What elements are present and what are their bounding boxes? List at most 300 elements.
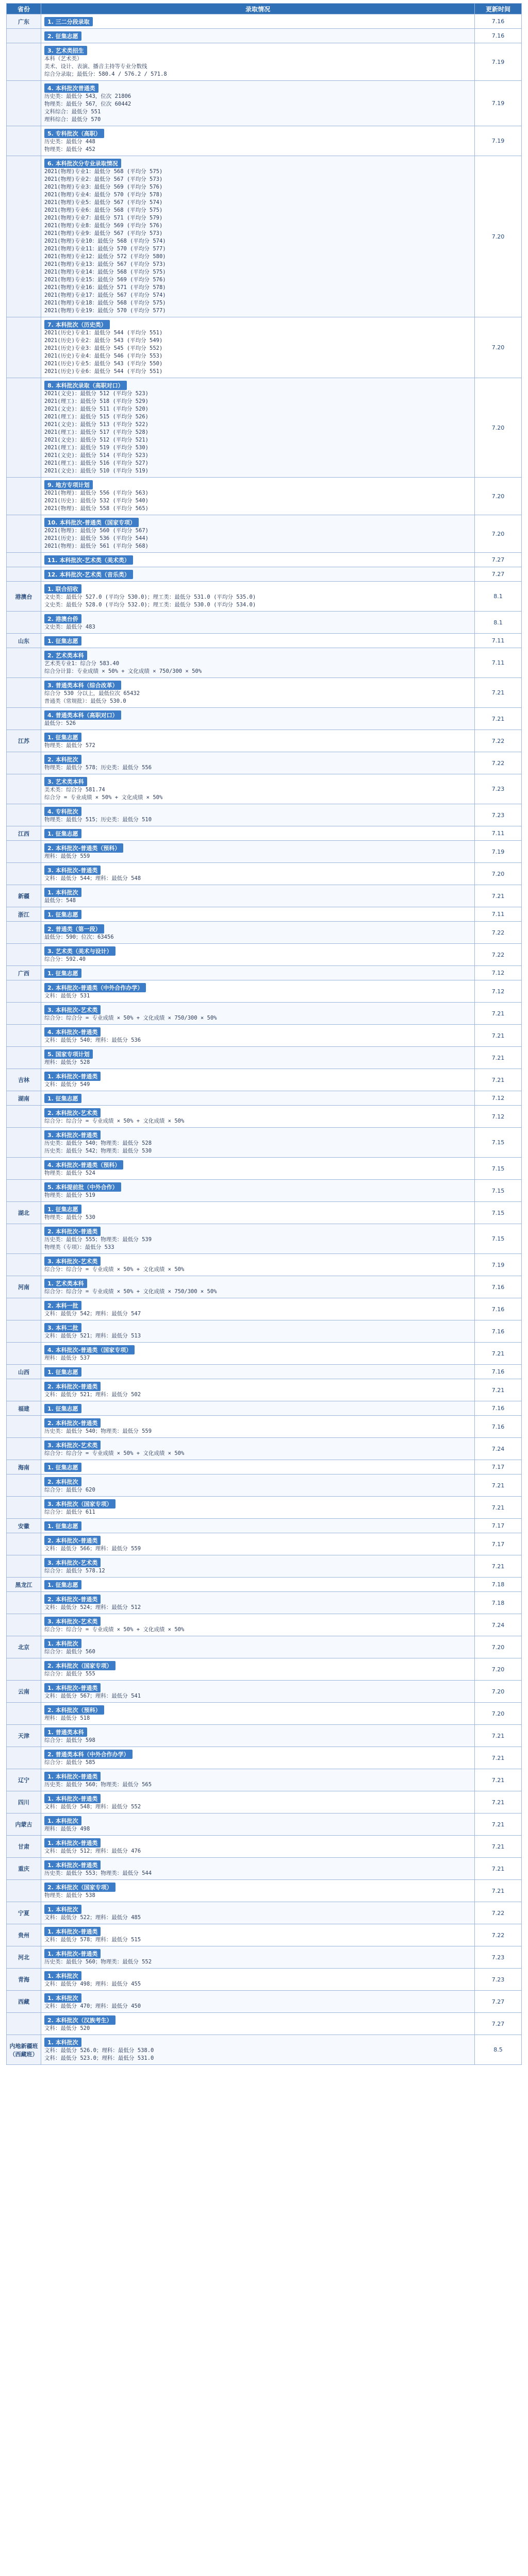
batch-tag: 1. 本科批次-普通类 <box>44 1927 101 1936</box>
batch-tag: 2. 艺术类本科 <box>44 651 87 660</box>
admission-info-cell <box>41 1091 475 1106</box>
admission-info-cell <box>41 678 475 708</box>
batch-tag: 5. 国家专项计划 <box>44 1049 93 1059</box>
table-row <box>7 826 522 841</box>
admission-line: 2021(物理)：最低分 561 (平均分 568) <box>44 543 148 549</box>
update-time-cell: 7.12 <box>475 1106 522 1128</box>
header-admission: 录取情况 <box>41 4 475 14</box>
admission-line: 最低分：548 <box>44 897 76 904</box>
admission-info-cell <box>41 980 475 1003</box>
province-cell <box>7 752 41 774</box>
update-time-cell: 7.19 <box>475 841 522 863</box>
admission-line: 2021(物理)：最低分 560 (平均分 567) <box>44 528 148 534</box>
admission-info-cell <box>41 1003 475 1025</box>
update-time-cell: 7.17 <box>475 1460 522 1475</box>
province-cell: 安徽 <box>7 1519 41 1533</box>
batch-tag: 3. 本科批次-艺术类 <box>44 1440 101 1450</box>
table-row <box>7 1519 522 1533</box>
admission-line: 美术类：综合分 581.74 <box>44 787 105 793</box>
batch-tag: 4. 本科批次-普通类 <box>44 1027 101 1037</box>
table-row <box>7 515 522 553</box>
admission-info-cell <box>41 922 475 944</box>
table-row <box>7 1379 522 1401</box>
update-time-cell: 7.21 <box>475 1379 522 1401</box>
update-time-cell: 7.23 <box>475 1946 522 1969</box>
admission-info-cell <box>41 317 475 378</box>
update-time-cell: 7.19 <box>475 1254 522 1276</box>
province-cell <box>7 612 41 634</box>
update-time-cell: 7.20 <box>475 1703 522 1725</box>
update-time-cell: 7.22 <box>475 944 522 966</box>
province-cell <box>7 478 41 515</box>
admission-line: 2021(理工)：最低分 519 (平均分 530) <box>44 445 148 451</box>
admission-line: 综合分：最低分 578.12 <box>44 1568 105 1574</box>
admission-line: 文科：最低分 524；理科：最低分 512 <box>44 1604 141 1611</box>
update-time-cell: 7.15 <box>475 1202 522 1224</box>
table-row <box>7 1703 522 1725</box>
update-time-cell: 7.20 <box>475 1636 522 1658</box>
admission-line: 2021(物理)专业19：最低分 570 (平均分 577) <box>44 308 166 314</box>
update-time-cell: 8.1 <box>475 582 522 612</box>
province-cell: 青海 <box>7 1969 41 1991</box>
admission-info-cell <box>41 1614 475 1636</box>
table-row <box>7 1747 522 1769</box>
admission-line: 综合分：综合分 = 专业成绩 × 50% + 文化成绩 × 50% <box>44 1266 185 1273</box>
table-row <box>7 1858 522 1880</box>
update-time-cell: 7.15 <box>475 1180 522 1202</box>
batch-tag: 1. 征集志愿 <box>44 1463 81 1472</box>
update-time-cell: 7.20 <box>475 478 522 515</box>
province-cell <box>7 1158 41 1180</box>
admission-line: 本科（艺术类） <box>44 56 82 62</box>
admission-line: 综合分：最低分 620 <box>44 1487 95 1493</box>
update-time-cell: 7.21 <box>475 1343 522 1365</box>
table-row <box>7 885 522 907</box>
update-time-cell: 7.16 <box>475 1365 522 1379</box>
admission-line: 文史类：最低分 483 <box>44 624 95 630</box>
update-time-cell: 7.20 <box>475 1681 522 1703</box>
batch-tag: 1. 本科批次 <box>44 1639 81 1648</box>
batch-tag: 2. 征集志愿 <box>44 31 81 41</box>
province-cell <box>7 1025 41 1047</box>
admission-info-cell <box>41 582 475 612</box>
update-time-cell: 7.23 <box>475 1969 522 1991</box>
admission-line: 2021(物理)专业2：最低分 567 (平均分 573) <box>44 176 163 182</box>
admission-line: 2021(物理)专业6：最低分 568 (平均分 575) <box>44 207 163 213</box>
batch-tag: 1. 本科批次-普通类 <box>44 1683 101 1692</box>
admission-info-cell <box>41 1636 475 1658</box>
admission-line: 2021(物理)专业16：最低分 571 (平均分 578) <box>44 284 166 291</box>
admission-info-cell <box>41 966 475 980</box>
province-cell <box>7 29 41 43</box>
update-time-cell: 7.16 <box>475 1298 522 1320</box>
table-row <box>7 966 522 980</box>
update-time-cell: 7.11 <box>475 826 522 841</box>
batch-tag: 1. 本科批次 <box>44 888 81 897</box>
batch-tag: 2. 普通类（第一段） <box>44 924 104 934</box>
province-cell: 四川 <box>7 1791 41 1814</box>
admission-info-cell <box>41 126 475 156</box>
admission-info-cell <box>41 43 475 81</box>
table-row <box>7 1991 522 2013</box>
update-time-cell: 7.24 <box>475 1614 522 1636</box>
admission-line: 文科：最低分 567；理科：最低分 541 <box>44 1693 141 1699</box>
update-time-cell: 7.21 <box>475 708 522 730</box>
province-cell <box>7 317 41 378</box>
update-time-cell: 7.27 <box>475 1991 522 2013</box>
table-row <box>7 1224 522 1254</box>
table-row <box>7 1091 522 1106</box>
admission-line: 2021(历史)专业2：最低分 543 (平均分 549) <box>44 337 163 344</box>
province-cell: 江西 <box>7 826 41 841</box>
admission-line: 文科：最低分 521；理科：最低分 513 <box>44 1333 141 1339</box>
province-cell: 广东 <box>7 14 41 29</box>
admission-line: 物理类：最低分 524 <box>44 1170 95 1176</box>
batch-tag: 3. 本科批次-艺术类 <box>44 1617 101 1626</box>
batch-tag: 1. 本科批次-普通类 <box>44 1072 101 1081</box>
table-row <box>7 708 522 730</box>
batch-tag: 4. 本科批次-普通类（预科） <box>44 1160 123 1170</box>
batch-tag: 1. 本科批次-普通类 <box>44 1794 101 1803</box>
admission-info-cell <box>41 1298 475 1320</box>
admission-line: 历史类：最低分 560；物理类：最低分 552 <box>44 1959 152 1965</box>
admission-line: 2021(历史)专业5：最低分 543 (平均分 550) <box>44 361 163 367</box>
province-cell: 吉林 <box>7 1069 41 1091</box>
province-cell <box>7 1747 41 1769</box>
batch-tag: 11. 本科批次-艺术类（美术类） <box>44 555 133 565</box>
batch-tag: 3. 普通类本科（综合改革） <box>44 681 121 690</box>
admission-line: 2021(文史)：最低分 514 (平均分 523) <box>44 452 148 459</box>
update-time-cell: 7.18 <box>475 1592 522 1614</box>
province-cell: 河北 <box>7 1946 41 1969</box>
province-cell <box>7 922 41 944</box>
province-cell <box>7 804 41 826</box>
admission-line: 2021(历史)：最低分 532 (平均分 540) <box>44 498 148 504</box>
admission-line: 综合分：最低分 611 <box>44 1509 95 1515</box>
province-cell: 宁夏 <box>7 1902 41 1924</box>
admission-line: 理科综合：最低分 570 <box>44 116 101 123</box>
admission-line: 文史类：最低分 527.0 (平均分 530.0)；理工类：最低分 531.0 (平均分 535.0) <box>44 594 256 600</box>
update-time-cell: 7.21 <box>475 1858 522 1880</box>
admission-line: 最低分：590；位次：63456 <box>44 934 114 940</box>
province-cell: 内地新疆班（西藏班） <box>7 2035 41 2065</box>
admission-info-cell <box>41 1858 475 1880</box>
admission-info-cell <box>41 1365 475 1379</box>
batch-tag: 1. 本科批次-普通类 <box>44 1949 101 1958</box>
batch-tag: 1. 本科批次-普通类 <box>44 1772 101 1781</box>
batch-tag: 3. 本科批次-艺术类 <box>44 1257 101 1266</box>
table-row <box>7 378 522 478</box>
update-time-cell: 7.19 <box>475 126 522 156</box>
table-row <box>7 1003 522 1025</box>
admission-line: 2021(历史)专业1：最低分 544 (平均分 551) <box>44 330 163 336</box>
province-cell: 山西 <box>7 1365 41 1379</box>
table-row <box>7 1047 522 1069</box>
province-cell: 福建 <box>7 1401 41 1416</box>
update-time-cell: 7.16 <box>475 29 522 43</box>
table-row <box>7 2013 522 2035</box>
admission-line: 文科：最低分 520 <box>44 2025 90 2031</box>
table-row <box>7 648 522 678</box>
update-time-cell: 7.22 <box>475 752 522 774</box>
admission-line: 历史类：最低分 542；物理类：最低分 530 <box>44 1148 152 1154</box>
table-row <box>7 81 522 126</box>
admission-line: 2021(物理)专业9：最低分 567 (平均分 573) <box>44 230 163 236</box>
admission-line: 2021(物理)专业11：最低分 570 (平均分 577) <box>44 246 166 252</box>
table-row <box>7 1202 522 1224</box>
province-cell <box>7 553 41 567</box>
admission-info-cell <box>41 1416 475 1438</box>
province-cell <box>7 1658 41 1681</box>
admission-line: 物理类：最低分 515；历史类：最低分 510 <box>44 817 152 823</box>
admission-line: 2021(历史)专业4：最低分 546 (平均分 553) <box>44 353 163 359</box>
admission-line: 综合分：最低分 555 <box>44 1671 95 1677</box>
update-time-cell: 7.19 <box>475 81 522 126</box>
admission-line: 综合分：综合分 = 专业成绩 × 50% + 文化成绩 × 50% <box>44 1450 185 1456</box>
admission-info-cell <box>41 634 475 648</box>
admission-line: 文科综合：最低分 551 <box>44 109 101 115</box>
update-time-cell: 7.22 <box>475 922 522 944</box>
admission-info-cell <box>41 378 475 478</box>
province-cell <box>7 1880 41 1902</box>
admission-line: 物理类：最低分 530 <box>44 1214 95 1221</box>
batch-tag: 6. 本科批次分专业录取情况 <box>44 159 121 168</box>
batch-tag: 2. 本科批次（国家专项） <box>44 1661 116 1670</box>
admission-info-cell <box>41 1924 475 1946</box>
admission-line: 2021(物理)专业14：最低分 568 (平均分 575) <box>44 269 166 275</box>
province-cell <box>7 156 41 317</box>
table-row <box>7 1475 522 1497</box>
admission-info-cell <box>41 1254 475 1276</box>
batch-tag: 4. 本科批次普通类 <box>44 83 98 93</box>
admission-line: 历史类：最低分 543，位次 21806 <box>44 93 131 99</box>
admission-line: 2021(物理)专业4：最低分 570 (平均分 578) <box>44 192 163 198</box>
province-cell <box>7 1298 41 1320</box>
batch-tag: 1. 本科批次-普通类 <box>44 1838 101 1848</box>
table-row <box>7 907 522 922</box>
admission-info-cell <box>41 1555 475 1578</box>
update-time-cell: 7.21 <box>475 1003 522 1025</box>
batch-tag: 1. 联合招收 <box>44 584 81 594</box>
admission-line: 文科：最低分 522；理科：最低分 485 <box>44 1914 141 1921</box>
update-time-cell: 7.15 <box>475 1128 522 1158</box>
province-cell <box>7 515 41 553</box>
update-time-cell: 7.20 <box>475 863 522 885</box>
admission-info-cell <box>41 1202 475 1224</box>
batch-tag: 2. 本科一批 <box>44 1301 81 1310</box>
province-cell <box>7 1106 41 1128</box>
table-row <box>7 1814 522 1836</box>
admission-line: 物理类：最低分 578；历史类：最低分 556 <box>44 765 152 771</box>
update-time-cell: 7.20 <box>475 156 522 317</box>
table-row <box>7 1069 522 1091</box>
admission-info-cell <box>41 1128 475 1158</box>
admission-line: 综合分：综合分 = 专业成绩 × 50% + 文化成绩 × 50% <box>44 1626 185 1633</box>
admission-info-cell <box>41 1725 475 1747</box>
admission-info-cell <box>41 2013 475 2035</box>
update-time-cell: 7.21 <box>475 1047 522 1069</box>
update-time-cell: 7.20 <box>475 1658 522 1681</box>
province-cell <box>7 567 41 582</box>
province-cell: 港澳台 <box>7 582 41 612</box>
batch-tag: 2. 本科批次 <box>44 1477 81 1486</box>
admission-info-cell <box>41 2035 475 2065</box>
province-cell <box>7 1343 41 1365</box>
batch-tag: 5. 本科提前批（中外合作） <box>44 1182 121 1192</box>
admission-info-cell <box>41 515 475 553</box>
admission-line: 2021(物理)专业12：最低分 572 (平均分 580) <box>44 253 166 260</box>
admission-info-cell <box>41 1343 475 1365</box>
province-cell <box>7 1555 41 1578</box>
admission-line: 文科：最低分 498；理科：最低分 455 <box>44 1981 141 1987</box>
admission-info-cell <box>41 1681 475 1703</box>
admission-line: 综合分：综合分 = 专业成绩 × 50% + 文化成绩 × 750/300 × 50% <box>44 1289 217 1295</box>
batch-tag: 2. 本科批次-普通类 <box>44 1536 101 1545</box>
province-cell: 西藏 <box>7 1991 41 2013</box>
table-row <box>7 1969 522 1991</box>
admission-line: 文科：最低分 548；理科：最低分 552 <box>44 1804 141 1810</box>
header-province: 省份 <box>7 4 41 14</box>
province-cell <box>7 841 41 863</box>
admission-line: 文史类：最低分 528.0 (平均分 532.0)；理工类：最低分 530.0 (平均分 534.0) <box>44 602 256 608</box>
update-time-cell: 7.15 <box>475 1158 522 1180</box>
batch-tag: 1. 征集志愿 <box>44 910 81 919</box>
admission-info-cell <box>41 1769 475 1791</box>
admission-line: 2021(物理)专业1：最低分 568 (平均分 575) <box>44 168 163 175</box>
province-cell <box>7 1475 41 1497</box>
admission-line: 2021(理工)：最低分 517 (平均分 528) <box>44 429 148 435</box>
batch-tag: 5. 专科批次（高职） <box>44 129 104 138</box>
province-cell: 海南 <box>7 1460 41 1475</box>
admission-info-cell <box>41 1106 475 1128</box>
batch-tag: 10. 本科批次-普通类（国家专项） <box>44 518 139 527</box>
batch-tag: 1. 征集志愿 <box>44 1580 81 1589</box>
province-cell: 贵州 <box>7 1924 41 1946</box>
update-time-cell: 7.21 <box>475 1880 522 1902</box>
table-row <box>7 1946 522 1969</box>
admission-info-cell <box>41 1658 475 1681</box>
batch-tag: 2. 本科批次-普通类（中外合作办学） <box>44 983 146 992</box>
table-row <box>7 841 522 863</box>
admission-info-cell <box>41 1460 475 1475</box>
table-row <box>7 126 522 156</box>
update-time-cell: 7.16 <box>475 1276 522 1298</box>
table-row <box>7 567 522 582</box>
admission-info-cell <box>41 841 475 863</box>
province-cell <box>7 2013 41 2035</box>
admission-line: 综合分：最低分 598 <box>44 1737 95 1743</box>
table-row <box>7 1592 522 1614</box>
admission-line: 理科：最低分 518 <box>44 1715 90 1721</box>
admission-info-cell <box>41 1703 475 1725</box>
update-time-cell: 7.21 <box>475 1814 522 1836</box>
batch-tag: 3. 艺术类（美术与设计） <box>44 946 116 956</box>
admission-line: 文科：最低分 544；理科：最低分 548 <box>44 875 141 882</box>
update-time-cell: 7.12 <box>475 980 522 1003</box>
update-time-cell: 7.15 <box>475 1224 522 1254</box>
admission-info-cell <box>41 1276 475 1298</box>
admission-line: 综合分录取；最低分：580.4 / 576.2 / 571.8 <box>44 71 167 77</box>
admission-info-cell <box>41 1158 475 1180</box>
table-row <box>7 1416 522 1438</box>
batch-tag: 4. 普通类本科（高职对口） <box>44 710 121 720</box>
update-time-cell: 7.21 <box>475 1769 522 1791</box>
admission-line: 历史类：最低分 448 <box>44 139 95 145</box>
batch-tag: 1. 本科批次 <box>44 1971 81 1980</box>
admission-info-cell <box>41 863 475 885</box>
admission-line: 2021(物理)专业10：最低分 568 (平均分 574) <box>44 238 166 244</box>
table-body <box>7 14 522 2065</box>
province-cell: 北京 <box>7 1636 41 1658</box>
update-time-cell: 7.27 <box>475 567 522 582</box>
table-row <box>7 1880 522 1902</box>
admission-line: 2021(文史)：最低分 512 (平均分 523) <box>44 391 148 397</box>
batch-tag: 1. 艺术类本科 <box>44 1279 87 1288</box>
batch-tag: 1. 本科批次 <box>44 1993 81 2003</box>
province-cell: 天津 <box>7 1725 41 1747</box>
admission-info-cell <box>41 1880 475 1902</box>
admission-line: 文科：最低分 540；理科：最低分 536 <box>44 1037 141 1043</box>
admission-line: 理科：最低分 528 <box>44 1059 90 1065</box>
table-row <box>7 582 522 612</box>
batch-tag: 4. 专科批次 <box>44 807 81 816</box>
province-cell <box>7 378 41 478</box>
admission-info-cell <box>41 567 475 582</box>
admission-line: 综合分：最低分 585 <box>44 1759 95 1766</box>
update-time-cell: 7.22 <box>475 1902 522 1924</box>
batch-tag: 1. 征集志愿 <box>44 1521 81 1531</box>
update-time-cell: 7.12 <box>475 1091 522 1106</box>
update-time-cell: 7.21 <box>475 1791 522 1814</box>
admission-line: 2021(历史)专业3：最低分 545 (平均分 552) <box>44 345 163 351</box>
admission-line: 2021(物理)专业17：最低分 567 (平均分 574) <box>44 292 166 298</box>
province-cell: 甘肃 <box>7 1836 41 1858</box>
admission-info-cell <box>41 81 475 126</box>
table-row <box>7 634 522 648</box>
batch-tag: 2. 本科批次-普通类 <box>44 1227 101 1236</box>
batch-tag: 12. 本科批次-艺术类（音乐类） <box>44 570 133 579</box>
admission-line: 物理类：最低分 452 <box>44 146 95 152</box>
table-row <box>7 922 522 944</box>
admission-line: 理科：最低分 537 <box>44 1355 90 1361</box>
update-time-cell: 7.11 <box>475 648 522 678</box>
update-time-cell: 7.21 <box>475 885 522 907</box>
batch-tag: 2. 普通类本科（中外合作办学） <box>44 1750 133 1759</box>
update-time-cell: 7.16 <box>475 1416 522 1438</box>
admission-line: 历史类：最低分 560；物理类：最低分 565 <box>44 1782 152 1788</box>
admission-info-cell <box>41 1946 475 1969</box>
province-cell <box>7 1320 41 1343</box>
province-cell <box>7 1497 41 1519</box>
admission-line: 理科：最低分 498 <box>44 1826 90 1832</box>
admission-line: 文科：最低分 526.0；理科：最低分 538.0 <box>44 2047 154 2054</box>
admission-line: 综合分：综合分 = 专业成绩 × 50% + 文化成绩 × 750/300 × 50% <box>44 1015 217 1021</box>
admission-line: 综合分：592.40 <box>44 956 86 962</box>
province-cell <box>7 1592 41 1614</box>
admission-line: 文科：最低分 470；理科：最低分 450 <box>44 2003 141 2009</box>
admission-info-cell <box>41 29 475 43</box>
province-cell <box>7 1003 41 1025</box>
batch-tag: 1. 征集志愿 <box>44 733 81 742</box>
admission-line: 文科：最低分 578；理科：最低分 515 <box>44 1937 141 1943</box>
admission-line: 2021(文史)：最低分 512 (平均分 521) <box>44 437 148 443</box>
batch-tag: 1. 征集志愿 <box>44 636 81 646</box>
province-cell: 云南 <box>7 1681 41 1703</box>
update-time-cell: 7.16 <box>475 1401 522 1416</box>
province-cell: 内蒙古 <box>7 1814 41 1836</box>
admission-info-cell <box>41 1047 475 1069</box>
table-row <box>7 863 522 885</box>
